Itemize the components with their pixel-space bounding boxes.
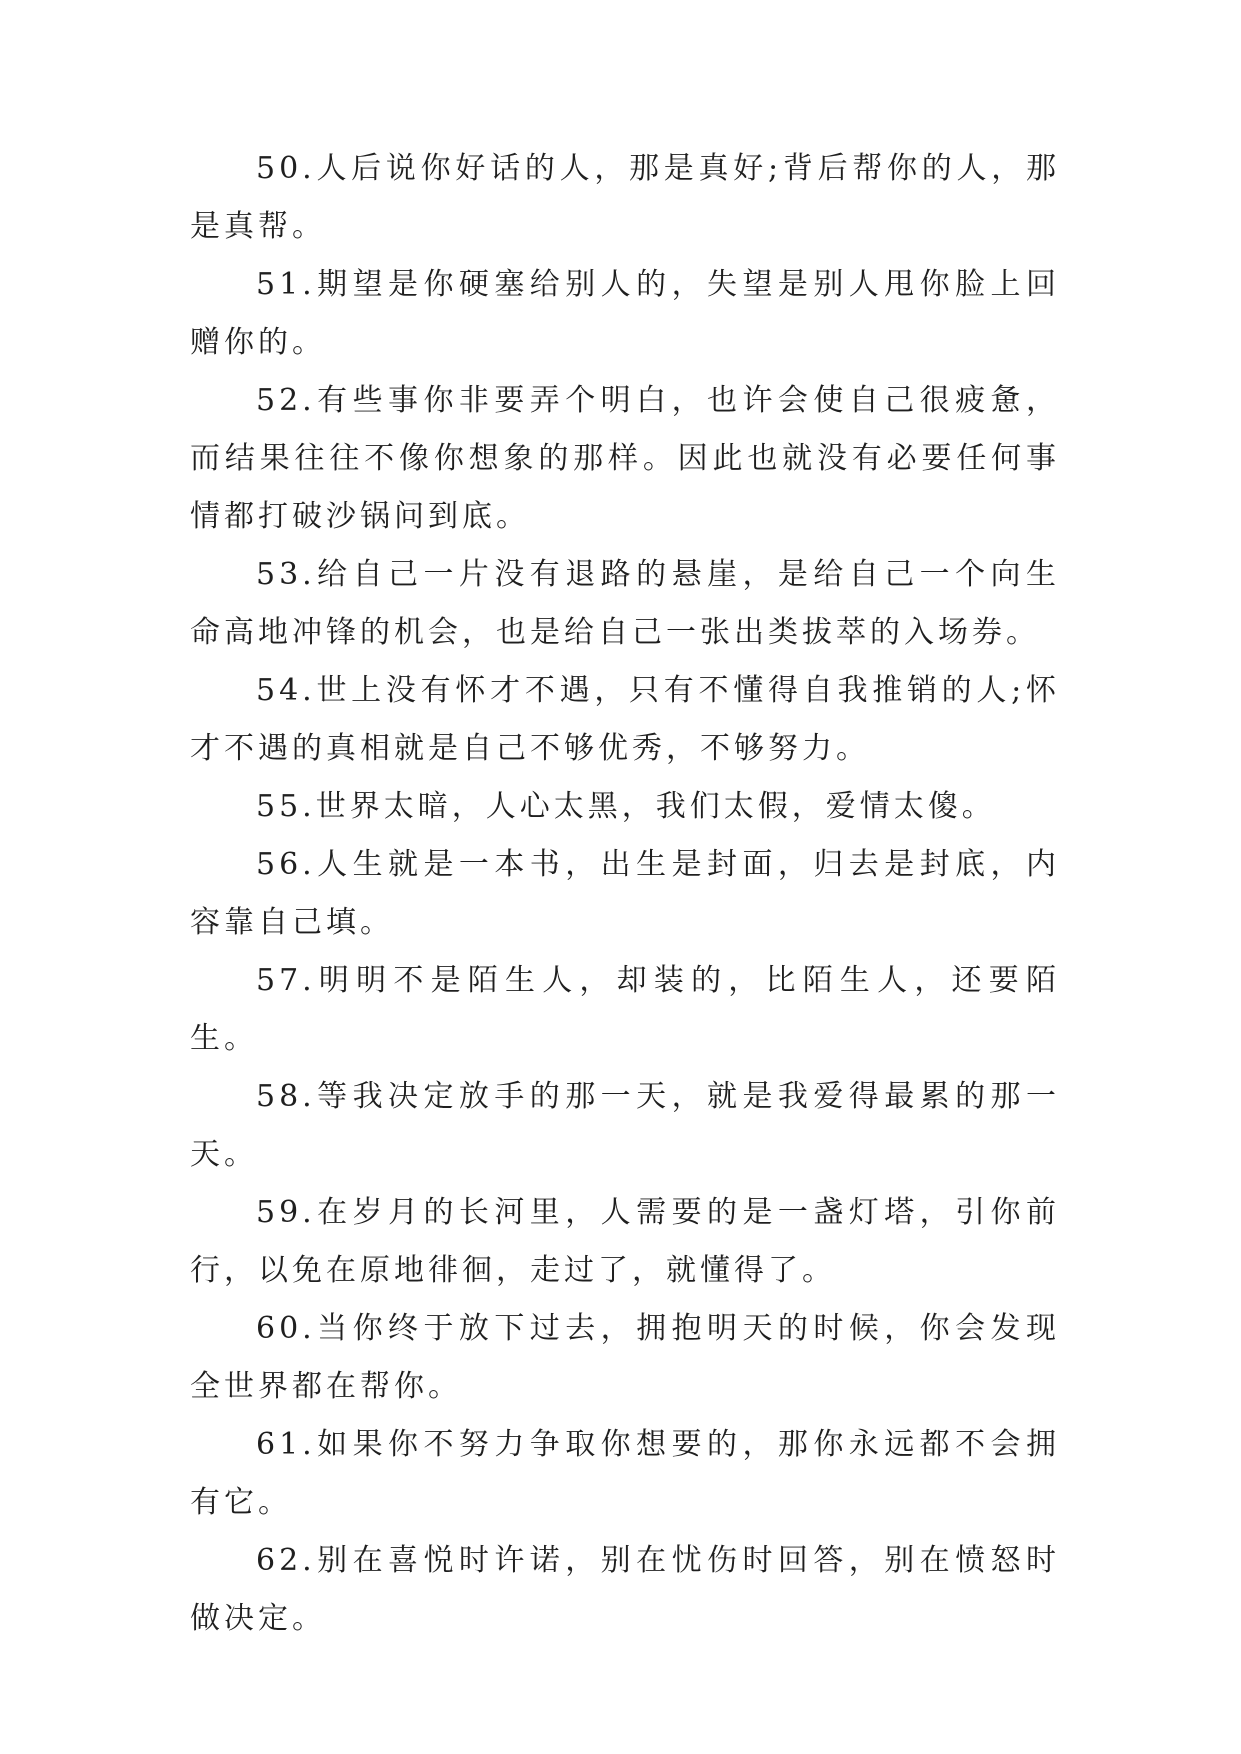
paragraph-53: 53.给自己一片没有退路的悬崖，是给自己一个向生命高地冲锋的机会，也是给自己一张出类拔萃的入场券。 [190,557,1060,650]
paragraph-62: 62.别在喜悦时许诺，别在忧伤时回答，别在愤怒时做决定。 [190,1543,1060,1636]
paragraph-50: 50.人后说你好话的人，那是真好;背后帮你的人，那是真帮。 [190,151,1060,244]
paragraph-57: 57.明明不是陌生人，却装的，比陌生人，还要陌生。 [190,963,1060,1056]
paragraph-61: 61.如果你不努力争取你想要的，那你永远都不会拥有它。 [190,1427,1060,1520]
paragraph-56: 56.人生就是一本书，出生是封面，归去是封底，内容靠自己填。 [190,847,1060,940]
paragraph-58: 58.等我决定放手的那一天，就是我爱得最累的那一天。 [190,1079,1060,1172]
paragraph-51: 51.期望是你硬塞给别人的，失望是别人甩你脸上回赠你的。 [190,267,1060,360]
paragraph-55: 55.世界太暗，人心太黑，我们太假，爱情太傻。 [256,789,996,824]
document-body [190,140,1060,1648]
paragraph-59: 59.在岁月的长河里，人需要的是一盏灯塔，引你前行，以免在原地徘徊，走过了，就懂得了。 [190,1195,1060,1288]
paragraph-52: 52.有些事你非要弄个明白，也许会使自己很疲惫，而结果往往不像你想象的那样。因此也就没有必要任何事情都打破沙锅问到底。 [190,383,1060,534]
paragraph-60: 60.当你终于放下过去，拥抱明天的时候，你会发现全世界都在帮你。 [190,1311,1060,1404]
paragraph-54: 54.世上没有怀才不遇，只有不懂得自我推销的人;怀才不遇的真相就是自己不够优秀，不够努力。 [190,673,1060,766]
